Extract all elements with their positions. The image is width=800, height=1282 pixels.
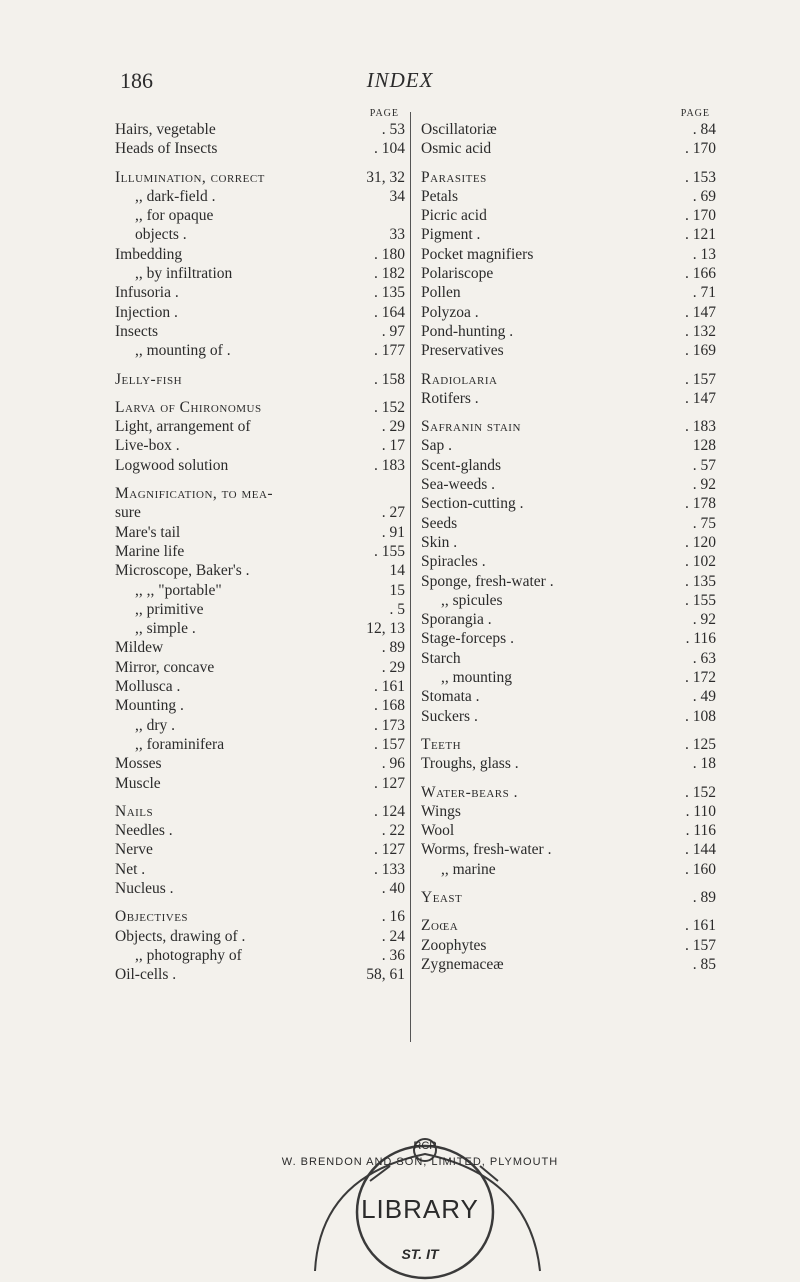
index-term: Marine life — [115, 542, 185, 560]
index-entry — [421, 860, 716, 879]
index-term: ,, mounting — [441, 669, 513, 687]
index-entry — [115, 677, 405, 696]
index-entry — [115, 245, 405, 264]
index-term: Objectives — [115, 908, 189, 926]
index-term: Wool — [421, 822, 455, 840]
index-page-ref: . 110 — [685, 802, 716, 820]
index-entry — [115, 398, 405, 417]
index-entry — [421, 436, 716, 455]
index-page-ref: . 183 — [685, 418, 716, 436]
index-entry — [115, 283, 405, 302]
index-entry — [115, 821, 405, 840]
index-term: Sporangia . — [421, 611, 492, 629]
index-page-ref: . 153 — [685, 168, 716, 186]
index-page-ref: . 168 — [374, 697, 405, 715]
index-entry — [421, 610, 716, 629]
index-term: Worms, fresh-water . — [421, 841, 552, 859]
index-term: ,, spicules — [441, 591, 503, 609]
index-page-ref: . 135 — [374, 284, 405, 302]
index-page-ref: . 173 — [374, 716, 405, 734]
index-page-ref: . 152 — [374, 398, 405, 416]
index-term: Muscle — [115, 774, 161, 792]
index-entry — [421, 456, 716, 475]
index-page-ref: . 85 — [692, 955, 716, 973]
index-entry — [421, 206, 716, 225]
index-term: Mollusca . — [115, 678, 181, 696]
index-entry — [421, 916, 716, 935]
section-gap — [421, 879, 716, 888]
section-gap — [421, 726, 716, 735]
index-page-ref: . 155 — [685, 591, 716, 609]
index-term: Safranin stain — [421, 418, 521, 436]
index-entry — [115, 484, 405, 503]
index-page-ref: . 89 — [692, 888, 716, 906]
index-page-ref: . 135 — [685, 572, 716, 590]
index-entry — [421, 936, 716, 955]
index-entry — [115, 802, 405, 821]
index-term: Osmic acid — [421, 140, 492, 158]
page-header — [0, 68, 800, 98]
index-term: Suckers . — [421, 707, 478, 725]
index-page-ref: 31, 32 — [366, 168, 405, 186]
index-term: Petals — [421, 187, 459, 205]
index-entry — [115, 879, 405, 898]
index-page-ref: . 160 — [685, 860, 716, 878]
index-entry — [115, 927, 405, 946]
index-term: ,, foraminifera — [135, 735, 225, 753]
index-entry — [421, 955, 716, 974]
index-term: Skin . — [421, 533, 458, 551]
index-entry — [115, 456, 405, 475]
index-entry — [115, 965, 405, 984]
index-term: Teeth — [421, 735, 462, 753]
index-entry — [115, 206, 405, 225]
index-term: Pond-hunting . — [421, 322, 514, 340]
index-term: objects . — [135, 226, 187, 244]
index-term: Objects, drawing of . — [115, 927, 246, 945]
index-page-ref: . 132 — [685, 322, 716, 340]
index-term: Sponge, fresh-water . — [421, 572, 554, 590]
index-term: Parasites — [421, 168, 487, 186]
index-entry — [421, 283, 716, 302]
page-number: 186 — [120, 68, 153, 93]
index-page-ref: . 116 — [685, 630, 716, 648]
index-term: ,, ,, "portable" — [135, 581, 222, 599]
index-entry — [115, 417, 405, 436]
index-page-ref: . 97 — [381, 322, 405, 340]
index-term: Magnification, to mea- — [115, 485, 274, 503]
index-entry — [421, 514, 716, 533]
index-term: Oscillatoriæ — [421, 121, 497, 138]
index-page-ref: . 29 — [381, 418, 405, 436]
stamp-bottom-text: ST. IT — [401, 1246, 439, 1262]
index-term: Preservatives — [421, 342, 504, 360]
section-gap — [115, 475, 405, 484]
index-entry — [115, 946, 405, 965]
index-page-ref: . 161 — [374, 678, 405, 696]
index-entry — [115, 561, 405, 580]
index-page-ref: 12, 13 — [366, 620, 405, 638]
index-term: Mosses — [115, 755, 162, 773]
index-entry — [115, 696, 405, 715]
index-entry — [421, 591, 716, 610]
index-page-ref: . 116 — [685, 822, 716, 840]
index-entry — [421, 120, 716, 139]
index-entry — [115, 638, 405, 657]
index-page-ref: . 127 — [374, 841, 405, 859]
index-page-ref: . 166 — [685, 265, 716, 283]
section-gap — [421, 159, 716, 168]
index-page-ref: . 172 — [685, 669, 716, 687]
index-term: Insects — [115, 322, 159, 340]
index-term: Starch — [421, 649, 461, 667]
index-page-ref: . 169 — [685, 342, 716, 360]
index-term: Zoophytes — [421, 936, 487, 954]
index-page-ref: . 92 — [692, 476, 716, 494]
index-page-ref: . 63 — [692, 649, 716, 667]
index-term: Jelly-fish — [115, 370, 183, 388]
index-page-ref: . 125 — [685, 735, 716, 753]
index-page-ref: . 71 — [692, 284, 716, 302]
index-entry — [115, 303, 405, 322]
column-divider — [410, 112, 411, 1042]
index-entry — [421, 821, 716, 840]
index-term: Sea-weeds . — [421, 476, 496, 494]
index-term: Wings — [421, 802, 461, 820]
column-page-label: PAGE — [680, 108, 710, 119]
index-entry — [421, 783, 716, 802]
index-page-ref: . 133 — [374, 860, 405, 878]
index-page-ref: . 164 — [374, 303, 405, 321]
index-entry — [421, 802, 716, 821]
index-page-ref: . 92 — [692, 611, 716, 629]
index-term: Seeds — [421, 514, 458, 532]
index-entry — [421, 649, 716, 668]
index-page-ref: . 155 — [374, 542, 405, 560]
index-term: Sap . — [421, 437, 452, 455]
index-entry — [421, 888, 716, 907]
index-page-ref: . 170 — [685, 140, 716, 158]
index-page-ref: . 157 — [374, 735, 405, 753]
index-entry — [115, 370, 405, 389]
index-term: Stage-forceps . — [421, 630, 514, 648]
index-term: Polariscope — [421, 265, 494, 283]
index-page-ref: . 57 — [692, 456, 716, 474]
index-entry — [421, 168, 716, 187]
index-entry — [115, 658, 405, 677]
index-term: Larva of Chironomus — [115, 398, 262, 416]
index-term: Injection . — [115, 303, 178, 321]
index-page-ref: . 182 — [374, 265, 405, 283]
index-entry — [421, 552, 716, 571]
index-entry — [115, 860, 405, 879]
index-term: Scent-glands — [421, 456, 502, 474]
index-entry — [421, 187, 716, 206]
index-entry — [115, 581, 405, 600]
index-page-ref: 58, 61 — [366, 966, 405, 984]
index-term: Mirror, concave — [115, 658, 215, 676]
index-entry — [115, 774, 405, 793]
index-term: Imbedding — [115, 245, 183, 263]
index-page-ref: . 89 — [381, 639, 405, 657]
index-page-ref: . 157 — [685, 370, 716, 388]
index-term: Polyzoa . — [421, 303, 479, 321]
stamp-library-label: LIBRARY — [361, 1194, 479, 1224]
index-term: Mounting . — [115, 697, 184, 715]
index-page-ref: . 157 — [685, 936, 716, 954]
index-page-ref: 128 — [692, 437, 716, 455]
index-page-ref: . 91 — [381, 523, 405, 541]
section-gap — [115, 159, 405, 168]
index-entry — [115, 225, 405, 244]
index-entry — [115, 542, 405, 561]
index-entry — [421, 139, 716, 158]
index-entry — [421, 533, 716, 552]
index-entry — [421, 264, 716, 283]
index-page-ref: . 36 — [381, 946, 405, 964]
index-page-ref: . 104 — [374, 140, 405, 158]
index-page-ref: . 127 — [374, 774, 405, 792]
section-gap — [115, 898, 405, 907]
index-entry — [421, 389, 716, 408]
printer-imprint: W. BRENDON AND SON, LIMITED, PLYMOUTH — [281, 1156, 559, 1168]
column-page-label: PAGE — [369, 108, 399, 119]
index-entry — [115, 139, 405, 158]
index-page-ref: . 144 — [685, 841, 716, 859]
index-term: Logwood solution — [115, 456, 229, 474]
index-entry — [115, 322, 405, 341]
index-entry — [421, 629, 716, 648]
index-entry — [421, 840, 716, 859]
index-entry — [115, 168, 405, 187]
index-term: Illumination, correct — [115, 168, 265, 186]
index-term: Mare's tail — [115, 523, 181, 541]
index-page-ref: . 158 — [374, 370, 405, 388]
index-term: Picric acid — [421, 207, 487, 225]
index-term: ,, simple . — [135, 620, 196, 638]
index-entry — [115, 840, 405, 859]
index-entry — [115, 187, 405, 206]
index-term: Live-box . — [115, 437, 180, 455]
index-page-ref: . 13 — [692, 245, 716, 263]
index-page-ref: . 22 — [381, 822, 405, 840]
index-page-ref: . 177 — [374, 342, 405, 360]
index-page-ref: . 16 — [381, 908, 405, 926]
index-entry — [421, 475, 716, 494]
index-page-ref: . 152 — [685, 783, 716, 801]
index-term: Microscope, Baker's . — [115, 562, 250, 580]
index-term: Yeast — [421, 888, 463, 906]
index-page-ref: . 124 — [374, 802, 405, 820]
index-page-ref: . 53 — [381, 121, 405, 138]
index-term: Nerve — [115, 841, 153, 859]
index-entry — [115, 120, 405, 139]
index-page-ref: . 161 — [685, 917, 716, 935]
index-page-ref: . 49 — [692, 688, 716, 706]
index-entry — [421, 341, 716, 360]
index-entry — [421, 494, 716, 513]
index-term: Heads of Insects — [115, 140, 218, 158]
index-page-ref: 33 — [389, 226, 405, 244]
index-entry — [115, 341, 405, 360]
index-term: Spiracles . — [421, 553, 486, 571]
index-term: Hairs, vegetable — [115, 121, 216, 138]
index-term: Zygnemaceæ — [421, 955, 504, 973]
index-term: Pocket magnifiers — [421, 245, 534, 263]
library-stamp — [240, 1136, 600, 1282]
index-page-ref: . 5 — [389, 600, 405, 618]
index-entry — [421, 225, 716, 244]
index-page-ref: . 180 — [374, 245, 405, 263]
index-entry — [115, 754, 405, 773]
index-page-ref: 14 — [389, 562, 405, 580]
index-page-ref: . 178 — [685, 495, 716, 513]
index-page-ref: . 108 — [685, 707, 716, 725]
section-gap — [115, 389, 405, 398]
index-entry — [115, 523, 405, 542]
index-term: ,, marine — [441, 860, 496, 878]
index-term: Pigment . — [421, 226, 481, 244]
index-entry — [421, 687, 716, 706]
index-term: Oil-cells . — [115, 966, 177, 984]
index-page-ref: . 18 — [692, 755, 716, 773]
index-entry — [421, 245, 716, 264]
index-page-ref: 15 — [389, 581, 405, 599]
section-gap — [115, 793, 405, 802]
index-page-ref: . 121 — [685, 226, 716, 244]
index-term: Pollen — [421, 284, 461, 302]
index-term: Nucleus . — [115, 879, 174, 897]
index-entry — [115, 264, 405, 283]
section-gap — [421, 907, 716, 916]
index-term: Troughs, glass . — [421, 755, 519, 773]
index-term: ,, dark-field . — [135, 187, 216, 205]
index-term: Needles . — [115, 822, 173, 840]
index-term: Net . — [115, 860, 146, 878]
index-entry — [421, 735, 716, 754]
page-title: INDEX — [366, 68, 434, 92]
index-term: ,, primitive — [135, 600, 204, 618]
index-term: ,, for opaque — [135, 207, 214, 225]
section-gap — [115, 361, 405, 370]
index-entry — [115, 716, 405, 735]
index-page-ref: . 147 — [685, 389, 716, 407]
index-list-left — [115, 120, 405, 984]
index-page-ref: . 27 — [381, 504, 405, 522]
index-term: Mildew — [115, 639, 164, 657]
index-entry — [421, 370, 716, 389]
index-term: Light, arrangement of — [115, 418, 251, 436]
index-page-ref: . 183 — [374, 456, 405, 474]
index-term: Stomata . — [421, 688, 480, 706]
index-page-ref: . 96 — [381, 755, 405, 773]
index-page-ref: . 170 — [685, 207, 716, 225]
index-entry — [115, 907, 405, 926]
index-entry — [421, 572, 716, 591]
index-entry — [421, 303, 716, 322]
index-term: ,, photography of — [135, 946, 242, 964]
index-entry — [421, 754, 716, 773]
index-page-ref: . 24 — [381, 927, 405, 945]
index-entry — [421, 707, 716, 726]
index-term: Section-cutting . — [421, 495, 524, 513]
index-entry — [421, 322, 716, 341]
index-term: Infusoria . — [115, 284, 179, 302]
index-entry — [115, 503, 405, 522]
index-page-ref: . 120 — [685, 533, 716, 551]
index-page-ref: . 17 — [381, 437, 405, 455]
index-page-ref: . 69 — [692, 187, 716, 205]
index-page-ref: . 29 — [381, 658, 405, 676]
index-column-left — [115, 108, 405, 984]
index-entry — [115, 619, 405, 638]
index-term: Nails — [115, 802, 154, 820]
index-entry — [115, 436, 405, 455]
index-entry — [115, 600, 405, 619]
index-entry — [421, 668, 716, 687]
index-page-ref: . 102 — [685, 553, 716, 571]
index-term: ,, by infiltration — [135, 265, 233, 283]
index-term: Zoœa — [421, 917, 459, 935]
stamp-logo-text: RCP — [413, 1140, 437, 1152]
index-column-right — [421, 108, 716, 974]
index-page-ref: . 40 — [381, 879, 405, 897]
index-entry — [115, 735, 405, 754]
index-term: Rotifers . — [421, 389, 479, 407]
index-list-right — [421, 120, 716, 974]
index-term: ,, dry . — [135, 716, 176, 734]
index-page-ref: . 75 — [692, 514, 716, 532]
index-page-ref: . 147 — [685, 303, 716, 321]
index-term: Radiolaria — [421, 370, 498, 388]
index-term: sure — [115, 504, 141, 522]
section-gap — [421, 774, 716, 783]
index-entry — [421, 417, 716, 436]
section-gap — [421, 408, 716, 417]
index-page-ref: 34 — [389, 187, 405, 205]
index-term: Water-bears . — [421, 783, 518, 801]
index-term: ,, mounting of . — [135, 342, 231, 360]
section-gap — [421, 361, 716, 370]
index-page-ref: . 84 — [692, 121, 716, 138]
